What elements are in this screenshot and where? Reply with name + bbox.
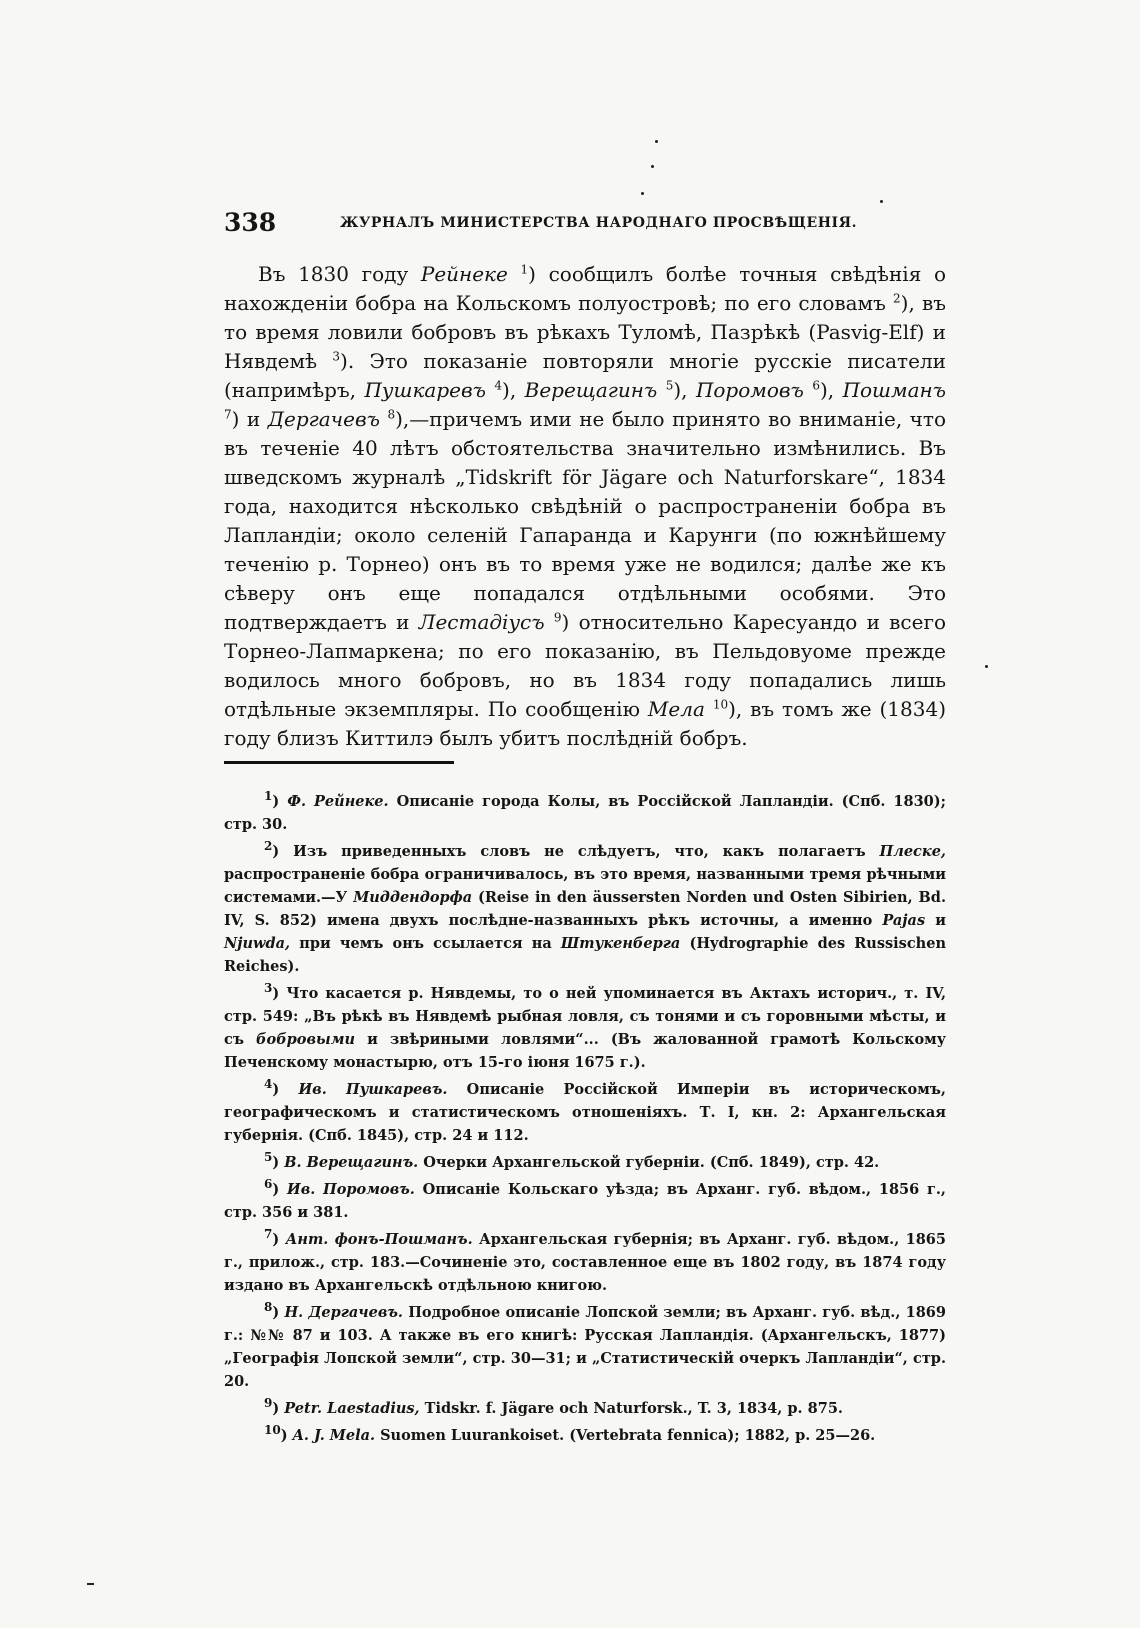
author-reference: Рейнеке [420,262,508,286]
footnote-marker: 7 [224,407,232,422]
footnote: $^4$) Ив. Пушкаревъ. Описаніе Россійской Имперіи въ историческомъ, географическомъ и статистическомъ отношеніяхъ. Т. I, кн. 2: Архангельская губернія. (Спб. 1845), стр. 24 и 112. [224,1077,946,1144]
footnote: $^{10}$) A. J. Mela. Suomen Luurankoiset. (Vertebrata fennica); 1882, p. 25—26. [264,1423,876,1444]
print-speck [880,200,883,203]
author-reference: Лестадіусъ [418,610,545,634]
footnote-marker: 8 [387,407,396,422]
footnote-marker: 5 [665,378,674,393]
author-reference: Верещагинъ [524,378,658,402]
footnote: $^6$) Ив. Поромовъ. Описаніе Кольскаго уѣзда; въ Арханг. губ. вѣдом., 1856 г., стр. 356 и 381. [224,1177,946,1221]
footnote-marker: 2 [893,291,901,306]
footnote-marker: 10 [712,697,729,712]
author-reference: Пушкаревъ [364,378,486,402]
author-reference: Пошманъ [842,378,947,402]
footnote-marker: 9 [553,610,562,625]
main-text [224,260,946,753]
main-paragraph: Въ 1830 году Рейнеке $^1$) сообщилъ болѣе точныя свѣдѣнія о нахожденіи бобра на Кольскомъ полуостровѣ; по его словамъ $^2$), въ то время ловили бобровъ въ рѣкахъ Туломѣ, Пазрѣкѣ (Pasvig-Elf) и Нявдемѣ $^3$). Это показаніе повторяли многіе русскіе писатели (напримѣръ, Пушкаревъ $^4$), Верещагинъ $^5$), Поромовъ $^6$), Пошманъ $^7$) и Дергачевъ $^8$),—причемъ ими не было принято во вниманіе, что въ теченіе 40 лѣтъ обстоятельства значительно измѣнились. Въ шведскомъ журналѣ „Tidskrift för Jägare och Naturforskare“, 1834 года, находится нѣсколько свѣдѣній о распространеніи бобра въ Лапландіи; около селеній Гапаранда и Карунги (по южнѣйшему теченію р. Торнео) онъ въ то время уже не водился; далѣе же къ сѣверу онъ еще попадался отдѣльными особями. Это подтверждаетъ и Лестадіусъ $^9$) относительно Каресуандо и всего Торнео-Лапмаркена; по его показанію, въ Пельдовуоме прежде водилось много бобровъ, но въ 1834 году попадались лишь отдѣльные экземпляры. По сообщенію Мела $^{10}$), въ томъ же (1834) году близъ Киттилэ былъ убитъ послѣдній бобръ. [224,262,947,750]
footnote-marker: 6 [812,378,820,393]
print-speck [641,192,644,195]
author-reference: Поромовъ [695,378,804,402]
page-number: 338 [224,208,277,237]
footnote: $^7$) Ант. фонъ-Пошманъ. Архангельская губернія; въ Арханг. губ. вѣдом., 1865 г., прилож., стр. 183.—Сочиненіе это, составленное еще въ 1802 году, въ 1874 году издано въ Архангельскѣ отдѣльною книгою. [224,1227,946,1294]
footnote-marker: 4 [494,378,503,393]
footnote: $^1$) Ф. Рейнеке. Описаніе города Колы, въ Россійской Лапландіи. (Спб. 1830); стр. 30. [224,789,946,833]
footnote-marker: 1 [520,262,529,277]
footnote: $^2$) Изъ приведенныхъ словъ не слѣдуетъ, что, какъ полагаетъ Плеске, распространеніе бобра ограничивалось, въ это время, названными тремя рѣчными системами.—У Миддендорфа (Reise in den äussersten Norden und Osten Sibirien, Bd. IV, S. 852) имена двухъ послѣдне-названныхъ рѣкъ источны, а именно Pajas и Njuwda, при чемъ онъ ссылается на Штукенберга (Hydrographie des Russischen Reiches). [224,839,946,975]
footnote: $^9$) Petr. Laestadius, Tidskr. f. Jägare och Naturforsk., T. 3, 1834, p. 875. [264,1396,843,1417]
print-speck [87,1583,94,1585]
author-reference: Дергачевъ [267,407,380,431]
footnote: $^5$) В. Верещагинъ. Очерки Архангельской губерніи. (Спб. 1849), стр. 42. [264,1150,880,1171]
footnote: $^3$) Что касается р. Нявдемы, то о ней упоминается въ Актахъ историч., т. IV, стр. 549: „Въ рѣкѣ въ Нявдемѣ рыбная ловля, съ тонями и съ горовными мѣсты, и съ бобровыми и звѣриными ловлями“... (Въ жалованной грамотѣ Кольскому Печенскому монастырю, отъ 15-го іюня 1675 г.). [224,981,947,1071]
author-reference: Мела [647,697,705,721]
print-speck [651,165,654,168]
footnote-separator [224,761,454,764]
print-speck [655,140,658,143]
page-header [224,208,946,238]
footnote: $^8$) Н. Дергачевъ. Подробное описаніе Лопской земли; въ Арханг. губ. вѣд., 1869 г.: №№ 87 и 103. А также въ его книгѣ: Русская Лапландія. (Архангельскъ, 1877) „Географія Лопской земли“, стр. 30—31; и „Статистическій очеркъ Лапландіи“, стр. 20. [224,1300,946,1390]
footnote-marker: 3 [332,349,341,364]
footnotes [224,790,946,1451]
running-title: ЖУРНАЛЪ МИНИСТЕРСТВА НАРОДНАГО ПРОСВѢЩЕНІЯ. [340,215,858,231]
print-speck [985,665,988,668]
